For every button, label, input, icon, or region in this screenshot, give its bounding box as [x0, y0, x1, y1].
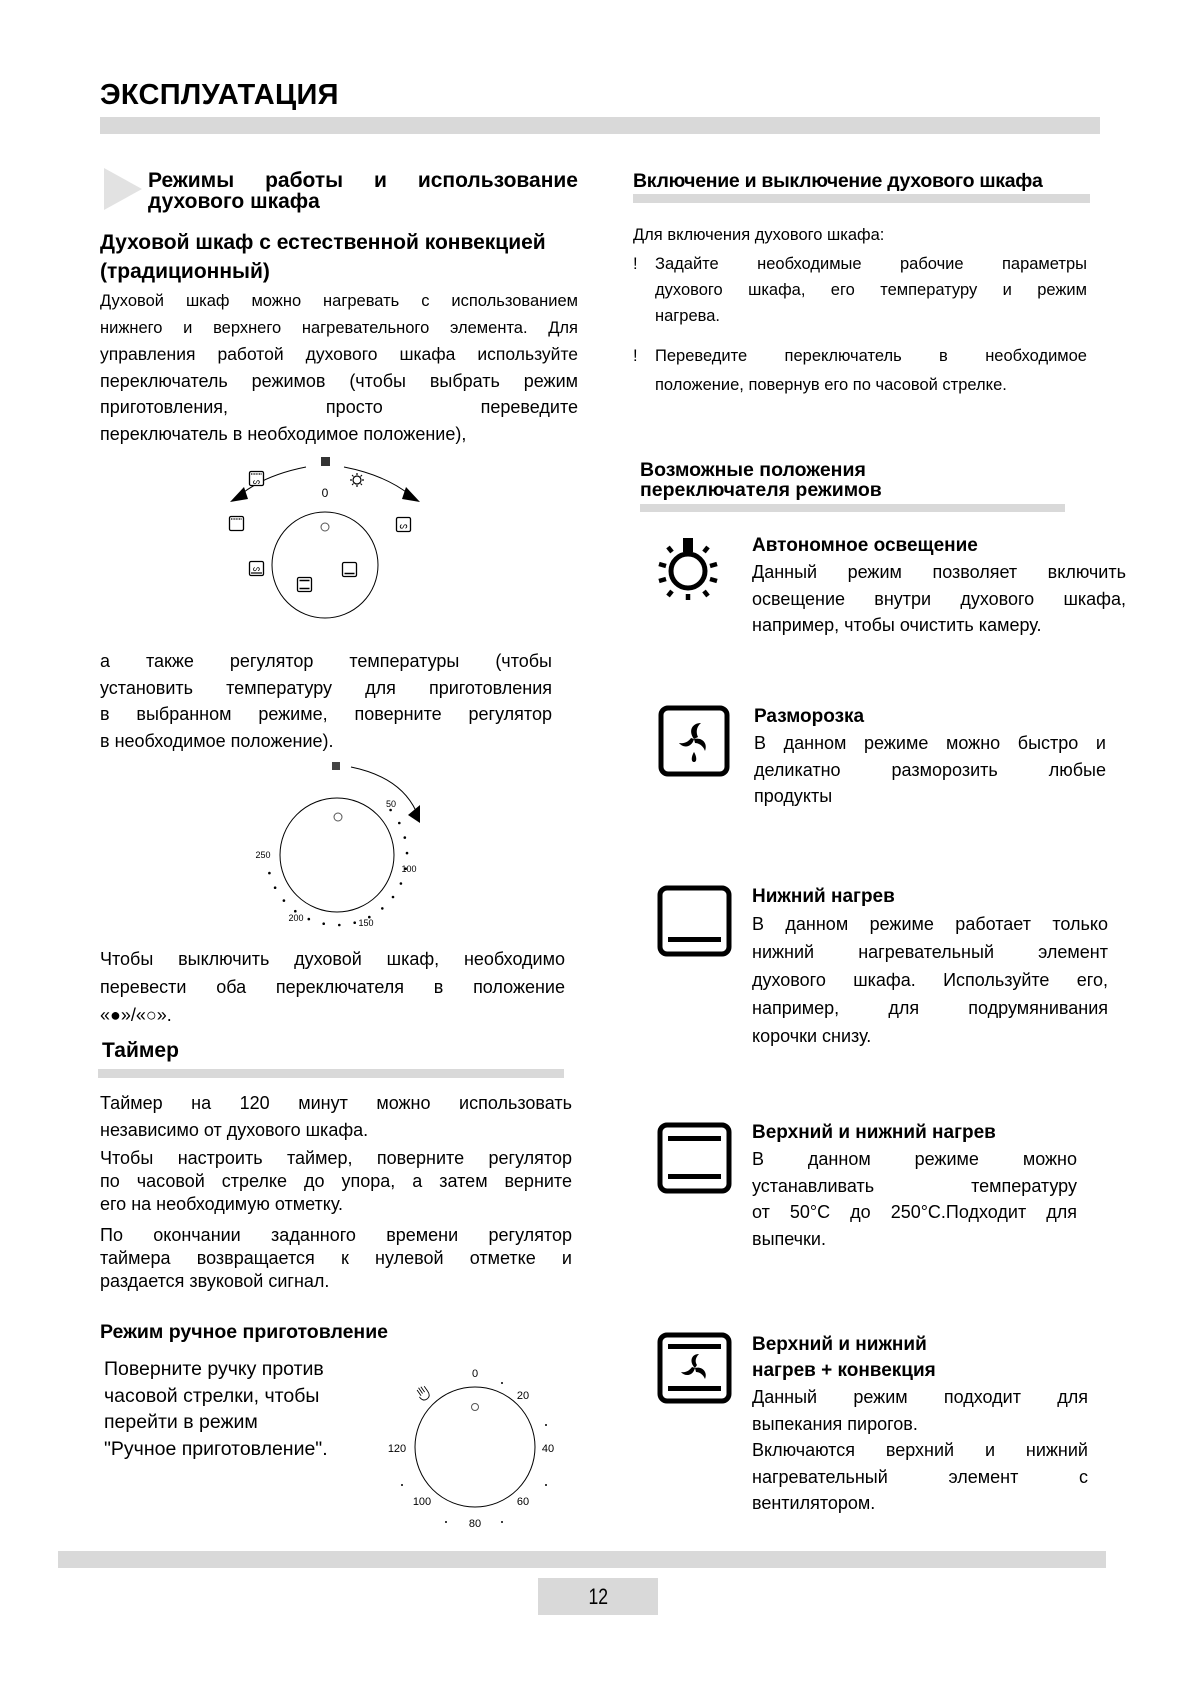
temperature-tick-dot [381, 907, 384, 910]
temperature-tick-dot [308, 918, 311, 921]
on-off-intro: Для включения духового шкафа: [633, 226, 885, 244]
manual-mode-title: Режим ручное приготовление [100, 1321, 389, 1343]
right-arrowhead [402, 487, 420, 502]
light-icon [653, 536, 725, 608]
section-arrow-icon [104, 168, 144, 210]
temp-label-50: 50 [385, 799, 397, 809]
timer-label-120: 120 [387, 1443, 407, 1455]
off-position-marker [332, 762, 340, 770]
on-off-title: Включение и выключение духового шкафа [633, 170, 1043, 192]
positions-title: Возможные положения переключателя режимов [640, 459, 882, 501]
page-number-box [538, 1578, 658, 1615]
knob-indicator [321, 523, 329, 531]
header-divider [100, 117, 1100, 134]
left-arrowhead [230, 487, 248, 502]
temperature-tick-dot [353, 921, 356, 924]
bottom-heat-fan-icon [250, 562, 264, 576]
subsection-title: Духовой шкаф с естественной конвекцией (традиционный) [100, 231, 546, 283]
on-off-divider [633, 194, 1090, 203]
temperature-tick-dot [389, 809, 392, 812]
temperature-dial [240, 755, 440, 940]
temperature-tick-dot [268, 872, 271, 875]
positions-divider [640, 504, 1065, 512]
on-off-bullet-list [633, 251, 1087, 400]
top-bottom-heat-fan-icon [657, 1332, 733, 1406]
mode-item-top-bottom-heat-fan: Верхний и нижний нагрев + конвекция Данный режим подходит для выпекания пирогов. Включаются верхний и нижний нагревательный элемент с вентилятором. [752, 1334, 1088, 1513]
temperature-tick-dot [404, 836, 407, 839]
intro-paragraph: Духовой шкаф можно нагревать с использованием нижнего и верхнего нагревательного элемента. Для управления работой духового шкафа используйте переключатель режимов (чтобы выбрать режим приготовления, просто переведите переключатель в необходимое положение), [100, 292, 578, 444]
page-number: 12 [588, 1583, 608, 1609]
knob-indicator [334, 813, 342, 821]
timer-label-80: 80 [468, 1518, 482, 1530]
page-title: ЭКСПЛУАТАЦИЯ [100, 79, 339, 111]
bottom-heat-icon [657, 885, 733, 959]
temperature-tick-dot [392, 896, 395, 899]
temp-label-200: 200 [288, 913, 304, 923]
top-bottom-heat-icon [657, 1122, 733, 1196]
on-off-bullet: ! Переведите переключатель в необходимое положение, повернув его по часовой стрелке. [633, 347, 1087, 394]
mode-selector-dial [220, 445, 430, 645]
timer-label-20: 20 [516, 1390, 530, 1402]
timer-label-40: 40 [541, 1443, 555, 1455]
off-position-marker [321, 457, 330, 466]
temperature-tick-dot [406, 852, 409, 855]
top-heat-fan-icon [250, 472, 264, 487]
mode-item-top-bottom-heat: Верхний и нижний нагрев В данном режиме можно устанавливать температуру от 50°C до 250°C.Подходит для выпечки. [752, 1122, 1077, 1249]
temperature-tick-dot [400, 882, 403, 885]
top-heat-icon [230, 517, 244, 531]
light-icon [350, 473, 364, 487]
timer-label-100: 100 [412, 1496, 432, 1508]
bottom-heat-icon [343, 563, 357, 577]
temp-label-250: 250 [255, 850, 271, 860]
temperature-paragraph: а также регулятор температуры (чтобы установить температуру для приготовления в выбранном режиме, поверните регулятор в необходимое положение). [100, 651, 552, 751]
timer-dial [380, 1355, 580, 1540]
timer-label-0: 0 [471, 1368, 479, 1380]
mode-item-light: Автономное освещение Данный режим позволяет включить освещение внутри духового шкафа, например, чтобы очистить камеру. [752, 535, 1126, 635]
defrost-icon [658, 705, 732, 779]
timer-paragraph-3: По окончании заданного времени регулятор таймера возвращается к нулевой отметке и раздается звуковой сигнал. [100, 1225, 572, 1291]
timer-paragraph-2: Чтобы настроить таймер, поверните регулятор по часовой стрелке до упора, а затем верните его на необходимую отметку. [100, 1148, 572, 1214]
manual-mode-text: Поверните ручку против часовой стрелки, чтобы перейти в режим "Ручное приготовление". [104, 1358, 328, 1460]
temperature-tick-dot [322, 922, 325, 925]
temp-label-100: 100 [401, 864, 417, 874]
temperature-tick-dot [338, 924, 341, 927]
temperature-tick-dot [398, 822, 401, 825]
top-bottom-heat-icon [298, 578, 312, 592]
timer-paragraph-1: Таймер на 120 минут можно использовать независимо от духового шкафа. [100, 1093, 572, 1140]
svg-text:ᔕ: ᔕ [399, 520, 408, 531]
temperature-tick-dot [283, 899, 286, 902]
timer-divider [98, 1069, 564, 1078]
knob-indicator [472, 1404, 479, 1411]
dial-zero-label: 0 [321, 486, 329, 500]
svg-text:ᔕ: ᔕ [252, 564, 261, 573]
footer-divider [58, 1551, 1106, 1568]
mode-item-bottom-heat: Нижний нагрев В данном режиме работает только нижний нагревательный элемент духового шкафа. Используйте его, например, для подрумянивания корочки снизу. [752, 886, 1108, 1046]
on-off-bullet: ! Задайте необходимые рабочие параметры духового шкафа, его температуру и режим нагрева. [633, 255, 1087, 325]
manual-hand-icon [415, 1385, 431, 1402]
switch-off-paragraph: Чтобы выключить духовой шкаф, необходимо перевести оба переключателя в положение «●»/«○». [100, 949, 565, 1025]
section-title: Режимы работы и использование духового шкафа [148, 169, 578, 213]
timer-title: Таймер [102, 1039, 179, 1062]
temperature-tick-dot [274, 886, 277, 889]
temp-label-150: 150 [358, 918, 374, 928]
timer-label-60: 60 [516, 1496, 530, 1508]
mode-item-defrost: Разморозка В данном режиме можно быстро и деликатно разморозить любые продукты [754, 706, 1106, 806]
svg-text:ᔕ: ᔕ [252, 477, 261, 486]
defrost-icon [397, 518, 411, 532]
